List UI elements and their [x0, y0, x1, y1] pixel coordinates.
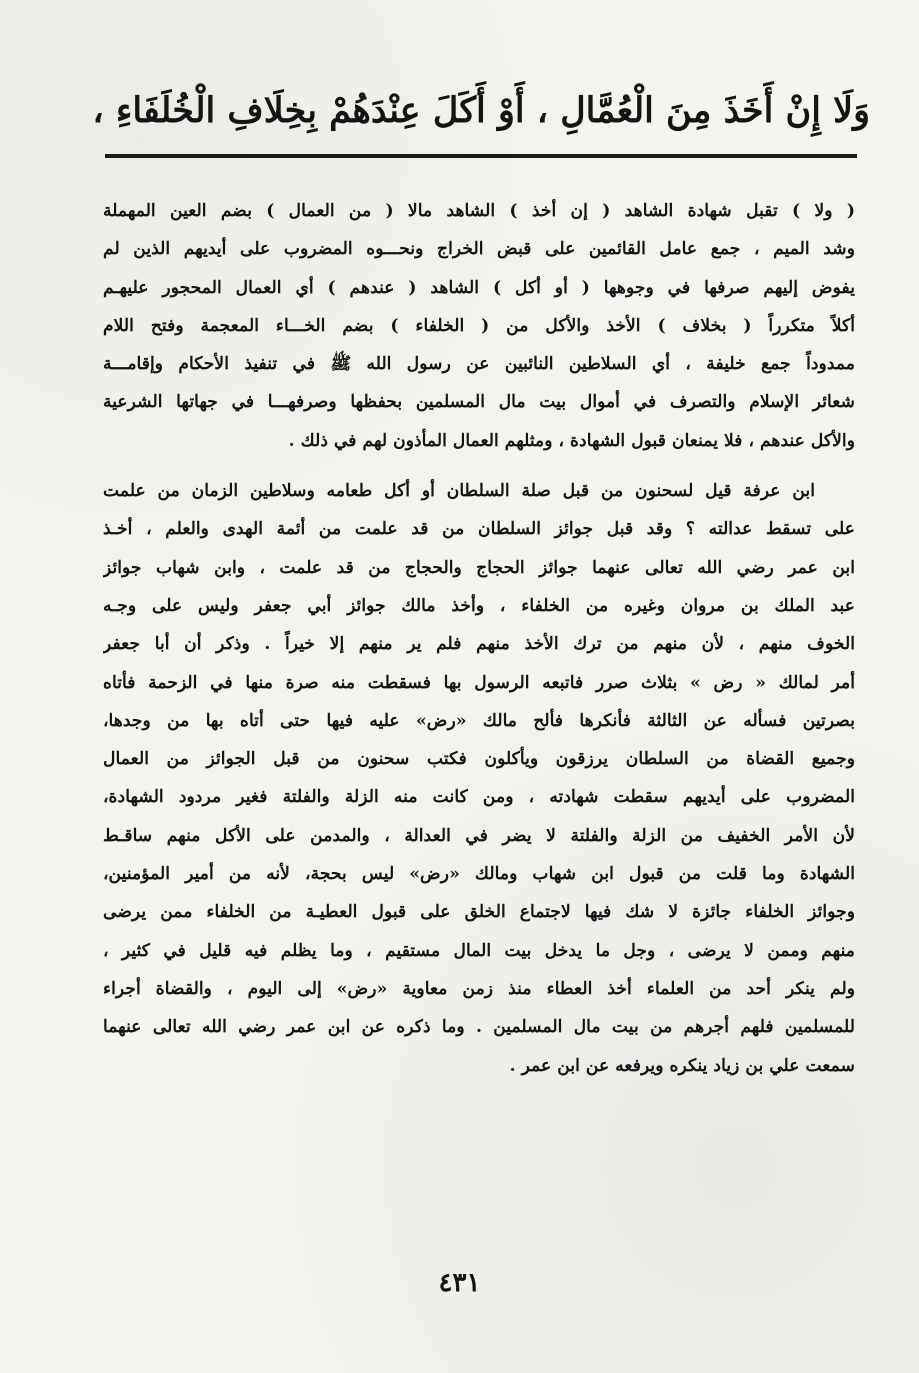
paragraph-gap — [103, 460, 855, 472]
text-line: وجميع القضاة من السلطان يرزقون ويأكلون فكتب سحنون من قبل الجوائز من العمال — [103, 749, 855, 770]
text-line: يفوض إليهم صرفها في وجوهها ( أو أكل ) الشاهد ( عندهم ) أي العمال المحجور عليهـم — [103, 277, 855, 298]
text-line: وشد الميم ، جمع عامل القائمين على قبض الخراج ونحـــوه المضروب على أيديهم الذين لم — [103, 239, 855, 260]
text-line: منهم وممن لا يرضى ، وجل ما يدخل بيت المال مستقيم ، وما يظلم فيه قليل في كثير ، — [103, 940, 855, 961]
text-line: سمعت علي بن زياد ينكره ويرفعه عن ابن عمر . — [509, 1055, 855, 1076]
commentary-body — [103, 192, 855, 1085]
text-line: أكلاً متكرراً ( بخلاف ) الأخذ والأكل من ( الخلفاء ) بضم الخـــاء المعجمة وفتح اللام — [103, 315, 855, 336]
text-line: وجوائز الخلفاء جائزة لا شك فيها لاجتماع الخلق على قبول العطيـة من الخلفاء ممن يرضى — [103, 902, 855, 923]
text-line: بصرتين فسأله عن الثالثة فأنكرها فألح مالك «رض» عليه فيها حتى أتاه بها من وجدها، — [103, 710, 855, 731]
text-line: الخوف منهم ، لأن منهم من ترك الأخذ منهم فلم ير منهم إلا خيراً . وذكر أن أبا جعفر — [103, 634, 855, 655]
text-line: الشهادة وما قلت من قبول ابن شهاب ومالك «رض» ليس بحجة، لأنه من أمير المؤمنين، — [103, 864, 855, 885]
text-line: ( ولا ) تقبل شهادة الشاهد ( إن أخذ ) الشاهد مالا ( من العمال ) بضم العين المهملة — [103, 201, 855, 221]
page-number: ٤٣١ — [438, 1268, 481, 1298]
text-line: شعائر الإسلام والتصرف في أموال بيت مال المسلمين بحفظها وصرفهـــا في جهاتها الشرعية — [103, 392, 855, 413]
text-line: للمسلمين فلهم أجرهم من بيت مال المسلمين . وما ذكره عن ابن عمر رضي الله تعالى عنهما — [103, 1017, 855, 1038]
text-line: المضروب على أيديهم سقطت شهادته ، ومن كانت منه الزلة والفلتة فغير مردود الشهادة، — [103, 787, 855, 808]
text-line: ابن عمر رضي الله تعالى عنهما جوائز الحجاج والحجاج من قد علمت ، وابن شهاب جوائز — [103, 557, 855, 578]
text-line: ولم ينكر أحد من العلماء أخذ العطاء منذ زمن معاوية «رض» إلى اليوم ، والقضاة أجراء — [103, 978, 855, 999]
text-line: أمر لمالك « رض » بثلاث صرر فاتبعه الرسول بها فسقطت منه صرة منها في الزحمة فأتاه — [103, 672, 855, 693]
text-line: ابن عرفة قيل لسحنون من قبل صلة السلطان أو أكل طعامه وسلاطين الزمان من علمت — [103, 481, 815, 502]
text-line: لأن الأمر الخفيف من الزلة والفلتة لا يضر في العدالة ، والمدمن على الأكل منهم ساقـط — [103, 825, 855, 846]
text-line: عبد الملك بن مروان وغيره من الخلفاء ، وأخذ مالك جوائز أبي جعفر وليس على وجـه — [103, 595, 855, 616]
text-line: والأكل عندهم ، فلا يمنعان قبول الشهادة ، ومثلهم العمال المأذون لهم في ذلك . — [288, 430, 855, 451]
heading-rule — [105, 154, 857, 158]
verse-heading: وَلَا إِنْ أَخَذَ مِنَ الْعُمَّالِ ، أَوْ أَكَلَ عِنْدَهُمْ بِخِلَافِ الْخُلَفَاءِ ، — [92, 90, 870, 131]
text-line: على تسقط عدالته ؟ وقد قبل جوائز السلطان من قد علمت من أئمة الهدى والعلم ، أخـذ — [103, 519, 855, 540]
text-line: ممدوداً جمع خليفة ، أي السلاطين النائبين عن رسول الله ﷺ في تنفيذ الأحكام وإقامـــة — [103, 354, 855, 375]
